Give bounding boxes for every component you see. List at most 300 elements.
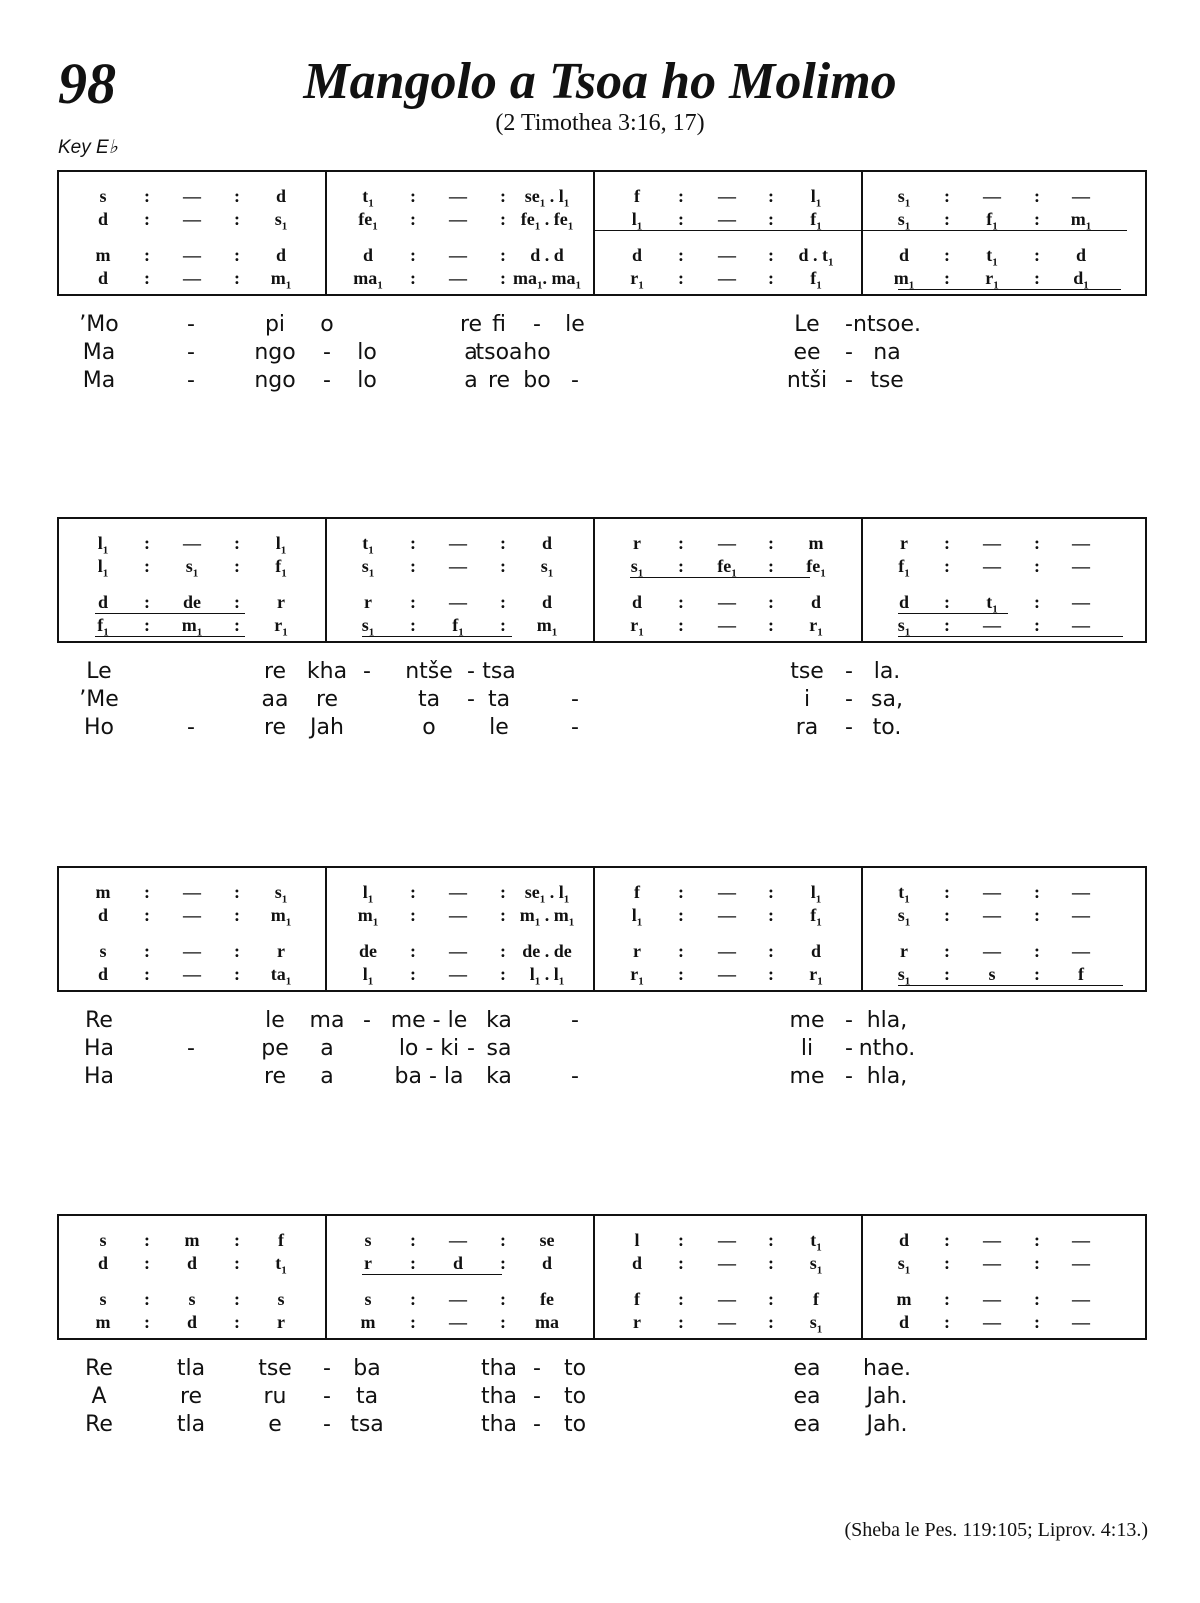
note-cell: : [768,556,774,576]
note-cell: r [633,941,641,961]
note-cell: s [364,1289,372,1309]
note-cell: s [99,1289,107,1309]
lyric-line [57,714,1147,742]
note-cell: m [360,1312,376,1332]
note-cell: — [449,245,467,265]
lyric-syllable: to [563,1356,587,1381]
note-cell: s [188,1289,196,1309]
note-cell: m [808,533,824,553]
lyric-syllable: re [179,1384,203,1409]
lyric-syllable: ntši [786,368,828,393]
lyric-syllable: A [91,1384,107,1409]
note-cell: : [678,882,684,902]
note-cell: d [898,245,909,265]
lyric-syllable: tsa [482,659,516,684]
note-cell: : [234,268,240,288]
note-cell: : [944,905,950,925]
note-cell: d [362,245,373,265]
lyric-syllable: re [263,715,287,740]
note-cell: : [944,882,950,902]
note-cell: s [277,1289,285,1309]
note-cell: : [500,615,506,635]
note-cell: : [768,1289,774,1309]
note-cell: m [95,245,111,265]
note-cell: d [810,941,821,961]
note-cell: : [1034,209,1040,229]
note-cell: : [234,556,240,576]
note-cell: : [410,268,416,288]
lyric-syllable: lo [357,340,377,365]
lyric-syllable: tsa [350,1412,384,1437]
lyric-syllable: - [845,340,853,365]
note-cell: — [449,209,467,229]
note-cell: : [410,905,416,925]
note-cell: : [1034,964,1040,984]
lyric-syllable: re [487,368,511,393]
key-signature: Key E♭ [58,137,118,158]
lyric-syllable: ma [309,1008,345,1033]
lyric-syllable: tha [480,1384,518,1409]
lyric-syllable: ba [353,1356,381,1381]
voice-part-row [59,615,1149,639]
note-cell: d [898,1230,909,1250]
slur-underline [95,613,245,614]
lyric-syllable: - [845,368,853,393]
lyric-syllable: fi [492,312,506,337]
note-cell: — [718,592,736,612]
note-cell: $f_1$ [810,905,822,929]
lyric-syllable: - [187,715,195,740]
note-cell: s [988,964,996,984]
note-cell: $m_1$ [893,268,915,292]
note-cell: : [768,1253,774,1273]
voice-part-row [59,964,1149,988]
note-cell: : [144,964,150,984]
note-cell: d [97,905,108,925]
note-cell: de [183,592,201,612]
notation-system [57,866,1147,992]
note-cell: : [410,1289,416,1309]
note-cell: : [144,1312,150,1332]
note-cell: : [144,1230,150,1250]
note-cell: : [944,1230,950,1250]
voice-part-row [59,941,1149,961]
note-cell: $ta_1$ [270,964,292,988]
note-cell: $fe_1$ . $fe_1$ [520,209,574,233]
note-cell: : [234,186,240,206]
note-cell: m [896,1289,912,1309]
note-cell: : [944,245,950,265]
note-cell: m [184,1230,200,1250]
lyric-syllable: ntsoe. [852,312,922,337]
note-cell: d [97,1253,108,1273]
note-cell: : [234,1312,240,1332]
lyric-syllable: - [363,659,371,684]
note-cell: : [410,245,416,265]
note-cell: : [944,592,950,612]
note-cell: $s_1$ [185,556,199,580]
note-cell: : [234,533,240,553]
note-cell: : [500,209,506,229]
voice-part-row [59,1312,1149,1336]
lyric-syllable: lo - ki [398,1036,460,1061]
lyric-syllable: ee [793,340,821,365]
note-cell: — [983,1230,1001,1250]
note-cell: $m_1$ . $m_1$ [519,905,575,929]
voice-part-row [59,1289,1149,1309]
note-cell: — [449,1289,467,1309]
lyric-syllable: - [187,312,195,337]
note-cell: — [983,1253,1001,1273]
note-cell: : [410,1230,416,1250]
note-cell: : [500,533,506,553]
note-cell: f [278,1230,284,1250]
lyric-syllable: hla, [866,1064,908,1089]
lyric-syllable: - [571,1008,579,1033]
note-cell: : [678,533,684,553]
note-cell: r [633,1312,641,1332]
lyric-syllable: - [533,1356,541,1381]
note-cell: $f_1$ [452,615,464,639]
note-cell: $r_1$ [630,615,644,639]
note-cell: — [718,268,736,288]
note-cell: $l_1$ [362,882,374,906]
lyric-syllable: pe [261,1036,289,1061]
hymn-number: 98 [58,51,116,116]
note-cell: s [99,941,107,961]
lyric-syllable: to [563,1412,587,1437]
note-cell: : [410,1253,416,1273]
note-cell: — [449,556,467,576]
note-cell: : [234,615,240,635]
note-cell: d [810,592,821,612]
note-cell: : [944,941,950,961]
note-cell: f [1078,964,1084,984]
note-cell: — [1072,941,1090,961]
note-cell: $r_1$ [274,615,288,639]
slur-underline [630,577,810,578]
note-cell: — [718,941,736,961]
note-cell: : [944,964,950,984]
note-cell: d [97,268,108,288]
note-cell: : [678,1230,684,1250]
note-cell: : [144,941,150,961]
lyric-syllable: ea [793,1356,821,1381]
note-cell: — [1072,592,1090,612]
lyric-syllable: Ma [82,368,116,393]
note-cell: $fe_1$ [358,209,378,233]
lyric-syllable: ka [486,1008,512,1033]
voice-part-row [59,556,1149,580]
note-cell: : [944,268,950,288]
note-cell: : [678,905,684,925]
lyric-syllable: ea [793,1412,821,1437]
lyric-syllable: tha [480,1412,518,1437]
note-cell: de . de [522,941,572,961]
note-cell: d . d [530,245,564,265]
note-cell: : [500,882,506,902]
note-cell: f [634,186,640,206]
lyric-syllable: hae. [863,1356,911,1381]
note-cell: : [1034,1230,1040,1250]
note-cell: — [1072,905,1090,925]
note-cell: — [1072,533,1090,553]
note-cell: : [144,1289,150,1309]
lyric-syllable: a [464,368,478,393]
lyric-syllable: ta [417,687,441,712]
note-cell: — [718,615,736,635]
note-cell: : [768,941,774,961]
note-cell: — [449,882,467,902]
lyric-syllable: bo [523,368,551,393]
note-cell: fe [540,1289,554,1309]
lyric-syllable: hla, [866,1008,908,1033]
note-cell: : [500,245,506,265]
note-cell: : [144,268,150,288]
note-cell: — [1072,556,1090,576]
note-cell: : [234,882,240,902]
note-cell: $t_1$ [898,882,910,906]
note-cell: : [1034,268,1040,288]
lyrics-block [57,1355,1147,1445]
note-cell: : [500,556,506,576]
note-cell: — [1072,1312,1090,1332]
note-cell: : [410,1312,416,1332]
note-cell: : [500,592,506,612]
note-cell: — [718,882,736,902]
note-cell: d [186,1253,197,1273]
note-cell: : [768,592,774,612]
lyric-syllable: Ma [82,340,116,365]
note-cell: $r_1$ [985,268,999,292]
note-cell: : [678,615,684,635]
note-cell: : [944,209,950,229]
note-cell: — [983,1289,1001,1309]
note-cell: : [768,1312,774,1332]
notation-system [57,170,1147,296]
note-cell: : [234,905,240,925]
note-cell: $fe_1$ [717,556,737,580]
note-cell: $d_1$ [1073,268,1089,292]
slur-underline [898,289,1121,290]
note-cell: l [634,1230,640,1250]
note-cell: : [768,209,774,229]
lyric-syllable: re [263,659,287,684]
note-cell: m [95,1312,111,1332]
note-cell: — [1072,615,1090,635]
note-cell: : [678,556,684,576]
lyric-syllable: - [845,1064,853,1089]
note-cell: m [95,882,111,902]
lyric-syllable: ba - la [394,1064,464,1089]
lyric-syllable: - [187,1036,195,1061]
note-cell: : [410,533,416,553]
note-cell: — [718,245,736,265]
note-cell: r [277,941,285,961]
note-cell: — [718,905,736,925]
voice-part-row [59,186,1149,210]
note-cell: — [183,905,201,925]
note-cell: : [144,533,150,553]
note-cell: : [500,1289,506,1309]
note-cell: s [364,1230,372,1250]
note-cell: : [410,186,416,206]
note-cell: $s_1$ [897,615,911,639]
lyric-syllable: ru [263,1384,287,1409]
note-cell: : [678,941,684,961]
lyric-syllable: - [187,340,195,365]
note-cell: — [183,268,201,288]
notation-system [57,517,1147,643]
note-cell: : [500,1253,506,1273]
note-cell: : [768,533,774,553]
note-cell: — [183,941,201,961]
lyric-syllable: - [467,1036,475,1061]
note-cell: r [900,941,908,961]
note-cell: — [718,964,736,984]
lyric-line [57,339,1147,367]
note-cell: d [186,1312,197,1332]
lyric-syllable: a [320,1036,334,1061]
note-cell: d [97,209,108,229]
note-cell: d [898,1312,909,1332]
note-cell: : [678,1289,684,1309]
lyric-syllable: re [263,1064,287,1089]
lyric-syllable: o [320,312,334,337]
note-cell: $t_1$ [810,1230,822,1254]
lyric-syllable: kha [306,659,348,684]
lyric-syllable: ntše [405,659,453,684]
note-cell: — [983,186,1001,206]
lyrics-block [57,1007,1147,1097]
lyric-syllable: - [187,368,195,393]
lyric-syllable: Re [85,1412,113,1437]
note-cell: : [500,268,506,288]
note-cell: : [1034,905,1040,925]
note-cell: : [144,1253,150,1273]
hymn-title: Mangolo a Tsoa ho Molimo [303,53,897,110]
lyric-syllable: - [845,687,853,712]
note-cell: : [768,615,774,635]
note-cell: : [500,186,506,206]
lyric-line [57,686,1147,714]
note-cell: r [364,1253,372,1273]
note-cell: : [678,1312,684,1332]
note-cell: : [500,941,506,961]
note-cell: — [449,592,467,612]
note-cell: : [944,533,950,553]
lyric-syllable: na [873,340,901,365]
note-cell: — [718,1230,736,1250]
lyric-line [57,658,1147,686]
note-cell: — [449,533,467,553]
note-cell: — [183,882,201,902]
note-cell: : [678,186,684,206]
note-cell: d [631,245,642,265]
note-cell: : [144,209,150,229]
note-cell: : [944,615,950,635]
slur-underline [362,636,512,637]
voice-part-row [59,905,1149,929]
note-cell: se [539,1230,555,1250]
voice-part-row [59,268,1149,292]
lyrics-block [57,658,1147,748]
lyric-syllable: - [467,659,475,684]
note-cell: : [410,592,416,612]
note-cell: : [410,615,416,635]
note-cell: d [631,1253,642,1273]
note-cell: d [97,964,108,984]
lyric-syllable: Ha [83,1036,115,1061]
lyric-syllable: ngo [254,340,296,365]
lyrics-block [57,311,1147,401]
note-cell: $l_1$ [631,905,643,929]
note-cell: $t_1$ [362,186,374,210]
note-cell: d [97,592,108,612]
note-cell: : [1034,615,1040,635]
note-cell: $m_1$ [357,905,379,929]
note-cell: $fe_1$ [806,556,826,580]
note-cell: — [1072,186,1090,206]
note-cell: — [983,905,1001,925]
note-cell: : [678,592,684,612]
note-cell: : [678,245,684,265]
lyric-line [57,1035,1147,1063]
note-cell: $s_1$ [361,615,375,639]
note-cell: d [541,533,552,553]
lyric-syllable: i [803,687,811,712]
note-cell: — [983,533,1001,553]
lyric-syllable: ta [355,1384,379,1409]
note-cell: : [234,209,240,229]
note-cell: : [234,245,240,265]
lyric-syllable: ka [486,1064,512,1089]
note-cell: : [678,268,684,288]
note-cell: : [1034,592,1040,612]
note-cell: $l_1$ [362,964,374,988]
note-cell: : [1034,882,1040,902]
lyric-syllable: aa [261,687,289,712]
note-cell: $s_1$ [897,209,911,233]
note-cell: — [449,1312,467,1332]
lyric-syllable: Re [85,1356,113,1381]
lyric-syllable: re [459,312,483,337]
note-cell: : [234,1253,240,1273]
lyric-syllable: tse [870,368,904,393]
note-cell: — [983,615,1001,635]
note-cell: $s_1$ [361,556,375,580]
note-cell: — [183,209,201,229]
lyric-syllable: pi [264,312,286,337]
note-cell: : [144,592,150,612]
lyric-syllable: Jah. [866,1412,908,1437]
note-cell: : [944,1253,950,1273]
slur-underline [898,613,1008,614]
note-cell: : [1034,941,1040,961]
note-cell: : [500,1312,506,1332]
note-cell: — [449,268,467,288]
lyric-syllable: - [571,687,579,712]
note-cell: $l_1$ [810,882,822,906]
note-cell: $s_1$ [540,556,554,580]
lyric-syllable: sa, [871,687,903,712]
lyric-syllable: - [323,1356,331,1381]
note-cell: f [813,1289,819,1309]
note-cell: : [1034,245,1040,265]
lyric-syllable: a [464,340,478,365]
notation-system [57,1214,1147,1340]
lyric-syllable: Re [85,1008,113,1033]
